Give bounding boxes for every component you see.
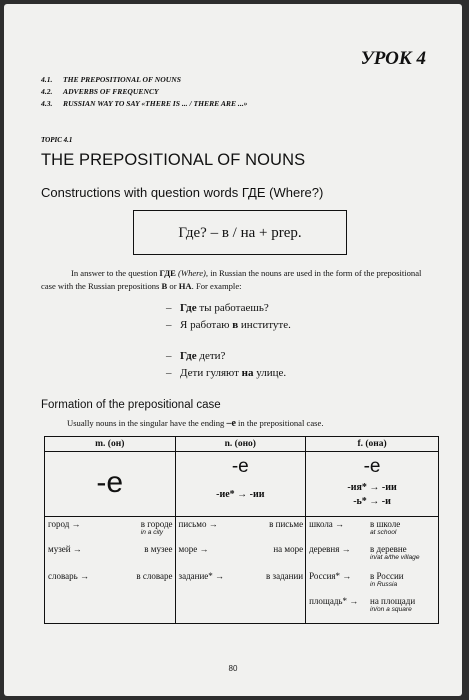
dialog-question: – Где дети? [166, 350, 226, 362]
example-row: площадь* → на площади in/on a square [309, 596, 416, 613]
formation-heading: Formation of the prepositional case [41, 399, 221, 411]
prepositional-endings-table [44, 436, 439, 624]
neuter-examples [175, 517, 306, 624]
feminine-rule-2: -ь* → -и [353, 496, 391, 507]
feminine-rule-1: -ия* → -ии [347, 482, 397, 493]
column-header-feminine: f. (она) [306, 437, 439, 452]
page-number: 80 [228, 664, 238, 673]
formula-box: Где? – в / на + prep. [133, 210, 347, 255]
textbook-page [4, 4, 462, 696]
example-row: школа → в школе at school [309, 519, 401, 536]
example-row: задание* → в задании [178, 571, 304, 581]
dialog-answer: – Дети гуляют на улице. [166, 367, 287, 379]
example-row: Россия* → в России in Russia [309, 571, 404, 588]
toc-item: 4.3. RUSSIAN WAY TO SAY «THERE IS ... / THERE ARE ...» [41, 99, 248, 108]
example-row: письмо → в письме [178, 519, 304, 529]
example-row: словарь → в словаре [48, 571, 173, 581]
neuter-rule: -ие* → -ии [216, 489, 265, 500]
column-header-masculine: m. (он) [45, 437, 176, 452]
masculine-examples [45, 517, 176, 624]
example-row: музей → в музее [48, 544, 173, 554]
example-row: деревня → в деревне in/at a/the village [309, 544, 420, 561]
lesson-title: УРОК 4 [360, 48, 426, 69]
section-heading: THE PREPOSITIONAL OF NOUNS [41, 151, 306, 169]
feminine-ending: -е [363, 456, 381, 477]
dialog-answer: – Я работаю в институте. [166, 319, 291, 331]
masculine-ending: -е [96, 466, 124, 499]
feminine-examples [306, 517, 439, 624]
table-of-contents [41, 74, 247, 110]
toc-item: 4.1. THE PREPOSITIONAL OF NOUNS [41, 75, 181, 84]
toc-item: 4.2. ADVERBS OF FREQUENCY [41, 87, 159, 96]
example-row: город → в городе in a city [48, 519, 173, 536]
example-row: море → на море [178, 544, 304, 554]
formation-note: Usually nouns in the singular have the ending –е in the prepositional case. [67, 418, 324, 429]
neuter-ending: -е [231, 456, 249, 477]
dialog-example-2 [166, 348, 286, 382]
intro-paragraph: In answer to the question ГДЕ (Where), in Russian the nouns are used in the form of the prepositional case with the Russian prepositions В or НА. For example: [41, 268, 422, 291]
dialog-example-1 [166, 300, 291, 334]
neuter-ending-cell [175, 452, 306, 517]
column-header-neuter: n. (оно) [175, 437, 306, 452]
masculine-ending-cell [45, 452, 176, 517]
feminine-ending-cell [306, 452, 439, 517]
subheading: Constructions with question words ГДЕ (Where?) [41, 185, 324, 200]
topic-label: TOPIC 4.1 [41, 136, 73, 144]
dialog-question: – Где ты работаешь? [166, 302, 269, 314]
